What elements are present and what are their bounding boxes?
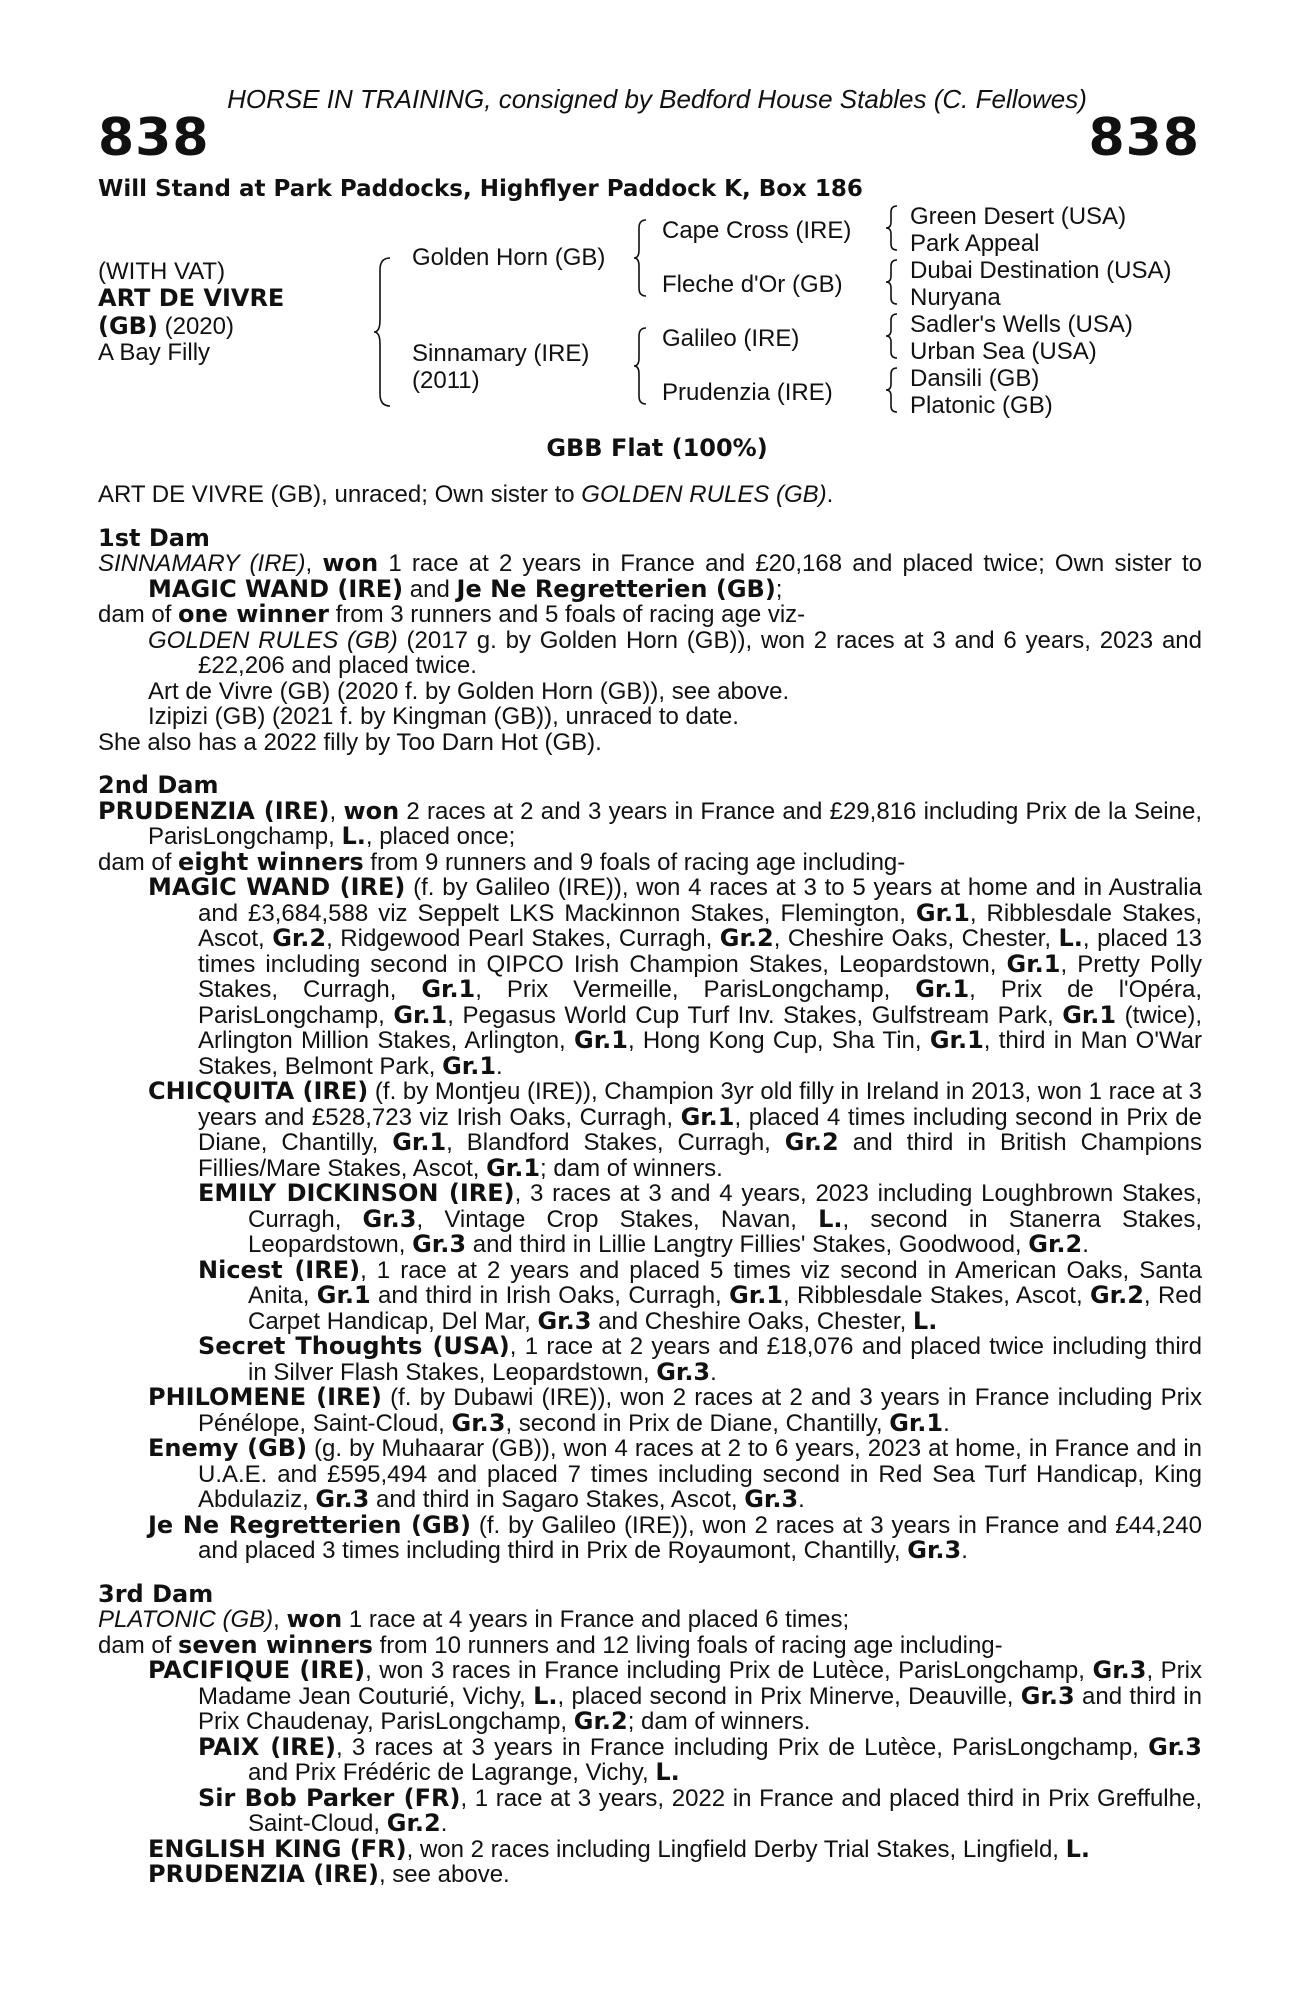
ggsire-2: Dubai Destination (USA)	[910, 257, 1172, 284]
race-text: ; dam of winners.	[627, 1708, 811, 1735]
ggdam-4: Platonic (GB)	[910, 392, 1053, 419]
race-text: ; dam of winners.	[540, 1154, 723, 1182]
second-dam-heading: 2nd Dam	[98, 771, 219, 799]
produce-enemy	[98, 1436, 1202, 1513]
race-grade: Gr.2	[719, 924, 774, 952]
race-text: .	[1082, 1231, 1089, 1258]
horse-name: Je Ne Regretterien (GB)	[148, 1510, 471, 1539]
race-text: , Pegasus World Cup Turf Inv. Stakes, Gulfstream Park,	[447, 1001, 1063, 1029]
race-grade: Gr.3	[656, 1357, 711, 1386]
race-grade: Gr.1	[1062, 1000, 1117, 1029]
brace-g2	[884, 258, 900, 306]
race-grade: L.	[912, 1306, 938, 1335]
race-text: , Ribblesdale Stakes, Ascot,	[198, 899, 1202, 952]
horse-name: PRUDENZIA (IRE)	[148, 1860, 379, 1888]
first-dam-heading: 1st Dam	[98, 523, 210, 552]
race-text: , Prix de l'Opéra, ParisLongchamp,	[198, 976, 1203, 1029]
race-grade: Gr.3	[1092, 1656, 1147, 1684]
race-text: (f. by Montjeu (IRE)), Champion 3yr old filly in Ireland in 2013, won 1 race at 3 years and £528,723 viz Irish Oaks, Curragh,	[198, 1078, 1202, 1131]
race-grade: Gr.2	[573, 1707, 628, 1735]
produce-nicest	[98, 1255, 1202, 1335]
first-dam-record: SINNAMARY (IRE), won 1 race at 2 years in France and £20,168 and placed twice; Own sister to MAGIC WAND (IRE) and Je Ne Regretterien (GB);	[98, 549, 1202, 603]
race-grade: Gr.2	[272, 924, 327, 952]
race-grade: Gr.1	[574, 1026, 628, 1054]
race-grade: Gr.2	[1089, 1281, 1144, 1309]
horse-description: A Bay Filly	[98, 339, 211, 366]
second-dam-record: PRUDENZIA (IRE), won 2 races at 2 and 3 years in France and £29,816 including Prix de la Seine, ParisLongchamp, L., placed once;	[98, 796, 1203, 850]
race-text: and Cheshire Oaks, Chester,	[591, 1307, 913, 1335]
race-text: and third in British Champions Fillies/Mare Stakes, Ascot,	[198, 1129, 1202, 1182]
gbb-rating: GBB Flat (100%)	[546, 434, 768, 462]
race-text: , Hong Kong Cup, Sha Tin,	[627, 1027, 930, 1054]
intro-paragraph: ART DE VIVRE (GB), unraced; Own sister to GOLDEN RULES (GB).	[98, 481, 834, 508]
dam-dam: Prudenzia (IRE)	[662, 379, 833, 406]
third-dam-record: PLATONIC (GB), won 1 race at 4 years in France and placed 6 times;	[98, 1605, 850, 1633]
race-text: , won 3 races in France including Prix de Lutèce, ParisLongchamp,	[365, 1657, 1093, 1684]
race-text: .	[943, 1409, 950, 1437]
race-grade: Gr.1	[392, 1128, 447, 1156]
race-text: , Pretty Polly Stakes, Curragh,	[198, 950, 1202, 1003]
race-text: and third in Lillie Langtry Fillies' Stakes, Goodwood,	[466, 1231, 1029, 1258]
horse-name: EMILY DICKINSON (IRE)	[198, 1179, 515, 1207]
horse-year: (2020)	[164, 313, 234, 340]
brace-g4	[884, 366, 900, 414]
horse-name: ART DE VIVRE	[98, 284, 285, 312]
race-grade: L.	[1058, 924, 1083, 952]
produce-english-king	[98, 1834, 1202, 1863]
horse-name: Enemy (GB)	[148, 1434, 308, 1462]
race-grade: Gr.3	[744, 1485, 799, 1513]
ggsire-3: Sadler's Wells (USA)	[910, 311, 1133, 338]
race-text: .	[710, 1358, 717, 1386]
horse-name: PHILOMENE (IRE)	[148, 1383, 382, 1411]
vat-label: (WITH VAT)	[98, 258, 226, 285]
dam-sire: Galileo (IRE)	[662, 325, 800, 352]
race-text: and third in Sagaro Stakes, Ascot,	[369, 1486, 745, 1513]
race-grade: Gr.1	[680, 1102, 735, 1131]
race-grade: L.	[818, 1204, 843, 1233]
race-text: , placed 4 times including second in Prix de Diane, Chantilly,	[198, 1103, 1202, 1156]
horse-name: MAGIC WAND (IRE)	[148, 873, 406, 901]
race-text: , Prix Vermeille, ParisLongchamp,	[475, 976, 916, 1003]
sire-sire: Cape Cross (IRE)	[662, 217, 852, 244]
race-text: and third in Prix Chaudenay, ParisLongchamp,	[198, 1682, 1202, 1735]
race-text: , Vintage Crop Stakes, Navan,	[416, 1205, 819, 1233]
race-grade: Gr.2	[1028, 1230, 1083, 1258]
consignor-line: HORSE IN TRAINING, consigned by Bedford House Stables (C. Fellowes)	[227, 84, 1087, 114]
produce-philomene	[98, 1385, 1202, 1436]
race-text: (f. by Galileo (IRE)), won 4 races at 3 to 5 years at home and in Australia and £3,684,588 viz Seppelt LKS Mackinnon Stakes, Flemington,	[198, 874, 1202, 927]
race-text: .	[798, 1486, 805, 1513]
horse-name: Nicest (IRE)	[198, 1255, 361, 1284]
race-text: and third in Irish Oaks, Curragh,	[370, 1282, 730, 1309]
race-text: , Ridgewood Pearl Stakes, Curragh,	[326, 925, 720, 952]
race-text: , 3 races at 3 years in France including Prix de Lutèce, ParisLongchamp,	[336, 1733, 1149, 1761]
sire-dam: Fleche d'Or (GB)	[662, 271, 843, 298]
race-text: (f. by Galileo (IRE)), won 2 races at 3 years in France and £44,240 and placed 3 times including third in Prix de Royaumont, Chantilly,	[198, 1511, 1203, 1564]
catalogue-body	[98, 482, 1202, 1888]
race-text: , 1 race at 2 years and £18,076 and placed twice including third in Silver Flash Stakes, Leopardstown,	[248, 1333, 1202, 1386]
race-text: , Prix Madame Jean Couturié, Vichy,	[198, 1657, 1202, 1710]
race-grade: Gr.1	[442, 1051, 497, 1080]
horse-country: (GB)	[98, 312, 158, 340]
lot-number-left: 838	[98, 108, 210, 168]
race-text: , Blandford Stakes, Curragh,	[446, 1129, 785, 1156]
horse-name: Sir Bob Parker (FR)	[198, 1783, 461, 1812]
second-dam-produce: dam of eight winners from 9 runners and 9 foals of racing age including-	[98, 847, 906, 876]
race-text: .	[440, 1810, 448, 1837]
lot-number-right: 838	[1088, 108, 1200, 168]
produce-paix	[98, 1732, 1202, 1786]
race-grade: L.	[533, 1681, 558, 1710]
race-grade: Gr.3	[315, 1485, 370, 1513]
ggsire-1: Green Desert (USA)	[910, 203, 1127, 230]
race-grade: Gr.3	[1020, 1681, 1075, 1710]
race-text: , placed 13 times including second in QIPCO Irish Champion Stakes, Leopardstown,	[198, 925, 1202, 978]
produce-pacifique	[98, 1658, 1202, 1735]
horse-country-year	[98, 312, 234, 341]
race-grade: Gr.1	[393, 1000, 448, 1029]
horse-name: PAIX (IRE)	[198, 1732, 337, 1761]
race-grade: L.	[1065, 1834, 1091, 1863]
race-text: , Cheshire Oaks, Chester,	[773, 925, 1059, 952]
race-grade: Gr.1	[929, 1026, 984, 1054]
race-grade: Gr.3	[412, 1230, 467, 1258]
race-text: (f. by Dubawi (IRE)), won 2 races at 2 and 3 years in France including Prix Pénélope, Saint-Cloud,	[198, 1384, 1202, 1437]
race-grade: Gr.3	[907, 1536, 962, 1564]
produce-art-de-vivre: Art de Vivre (GB) (2020 f. by Golden Horn (GB)), see above.	[148, 677, 790, 705]
race-text: .	[496, 1052, 503, 1080]
produce-chicquita	[98, 1079, 1202, 1181]
race-grade: Gr.1	[889, 1408, 944, 1437]
race-grade: Gr.3	[1148, 1732, 1202, 1761]
ggsire-4: Dansili (GB)	[910, 365, 1040, 392]
race-text: , 3 races at 3 and 4 years, 2023 including Loughbrown Stakes, Curragh,	[248, 1180, 1202, 1233]
race-grade: Gr.1	[1006, 949, 1061, 978]
stand-location: Will Stand at Park Paddocks, Highflyer Paddock K, Box 186	[98, 176, 863, 202]
dam-year: (2011)	[412, 367, 480, 394]
race-text: , placed second in Prix Minerve, Deauville,	[557, 1682, 1021, 1710]
produce-magic-wand	[98, 875, 1202, 1079]
third-dam-heading: 3rd Dam	[98, 1579, 214, 1608]
race-grade: Gr.3	[451, 1408, 506, 1437]
race-grade: Gr.1	[729, 1281, 784, 1309]
brace-sire	[632, 218, 650, 298]
race-text: , see above.	[378, 1861, 510, 1888]
produce-izipizi: Izipizi (GB) (2021 f. by Kingman (GB)), unraced to date.	[148, 703, 739, 730]
race-text: , third in Man O'War Stakes, Belmont Park,	[198, 1027, 1203, 1080]
race-grade: Gr.1	[915, 898, 970, 927]
race-grade: Gr.1	[421, 975, 476, 1003]
race-text: .	[961, 1537, 968, 1564]
race-text: , 1 race at 3 years, 2022 in France and placed third in Prix Greffulhe, Saint-Cloud,	[248, 1784, 1202, 1837]
produce-secret-thoughts	[98, 1334, 1202, 1385]
dam-name: Sinnamary (IRE)	[412, 340, 590, 367]
brace-g3	[884, 312, 900, 360]
horse-name: ENGLISH KING (FR)	[148, 1834, 407, 1863]
ggdam-1: Park Appeal	[910, 230, 1040, 257]
third-dam-produce: dam of seven winners from 10 runners and 12 living foals of racing age including-	[98, 1630, 1003, 1659]
horse-name: Secret Thoughts (USA)	[198, 1332, 510, 1360]
produce-golden-rules: GOLDEN RULES (GB) (2017 g. by Golden Horn (GB)), won 2 races at 3 and 6 years, 2023 and £22,206 and placed twice.	[148, 626, 1202, 679]
horse-name: CHICQUITA (IRE)	[148, 1077, 369, 1105]
produce-2022-filly: She also has a 2022 filly by Too Darn Hot (GB).	[98, 728, 602, 756]
ggdam-3: Urban Sea (USA)	[910, 338, 1097, 365]
race-text: , Red Carpet Handicap, Del Mar,	[248, 1282, 1202, 1335]
race-grade: Gr.1	[915, 975, 970, 1003]
produce-prudenzia	[98, 1862, 1202, 1888]
brace-g1	[884, 204, 900, 252]
first-dam-produce: dam of one winner from 3 runners and 5 foals of racing age viz-	[98, 600, 806, 628]
race-text: , won 2 races including Lingfield Derby Trial Stakes, Lingfield,	[406, 1835, 1066, 1863]
race-text: and Prix Frédéric de Lagrange, Vichy,	[248, 1759, 656, 1786]
race-grade: Gr.1	[316, 1281, 371, 1309]
race-grade: Gr.2	[784, 1128, 839, 1156]
produce-je-ne-regretterien	[98, 1510, 1203, 1564]
sire-name: Golden Horn (GB)	[412, 244, 606, 271]
race-text: , second in Prix de Diane, Chantilly,	[505, 1409, 890, 1437]
race-text: , 1 race at 2 years and placed 5 times viz second in American Oaks, Santa Anita,	[248, 1256, 1202, 1309]
race-grade: Gr.3	[362, 1204, 417, 1233]
race-text: , second in Stanerra Stakes, Leopardstown,	[248, 1205, 1203, 1258]
race-text: (twice), Arlington Million Stakes, Arlington,	[198, 1001, 1203, 1054]
race-grade: Gr.2	[386, 1809, 441, 1837]
race-grade: L.	[655, 1758, 680, 1786]
brace-dam	[632, 326, 650, 406]
race-grade: Gr.1	[486, 1153, 541, 1182]
race-text: (g. by Muhaarar (GB)), won 4 races at 2 to 6 years, 2023 at home, in France and in U.A.E. and £595,494 and placed 7 times including second in Red Sea Turf Handicap, King Abdulaziz,	[198, 1435, 1202, 1513]
produce-emily-dickinson	[98, 1181, 1202, 1258]
produce-sir-bob-parker	[98, 1783, 1202, 1837]
brace-main	[372, 256, 396, 408]
race-text: , Ribblesdale Stakes, Ascot,	[783, 1282, 1090, 1309]
ggdam-2: Nuryana	[910, 284, 1001, 311]
race-grade: Gr.3	[537, 1306, 592, 1335]
horse-name: PACIFIQUE (IRE)	[148, 1656, 366, 1684]
